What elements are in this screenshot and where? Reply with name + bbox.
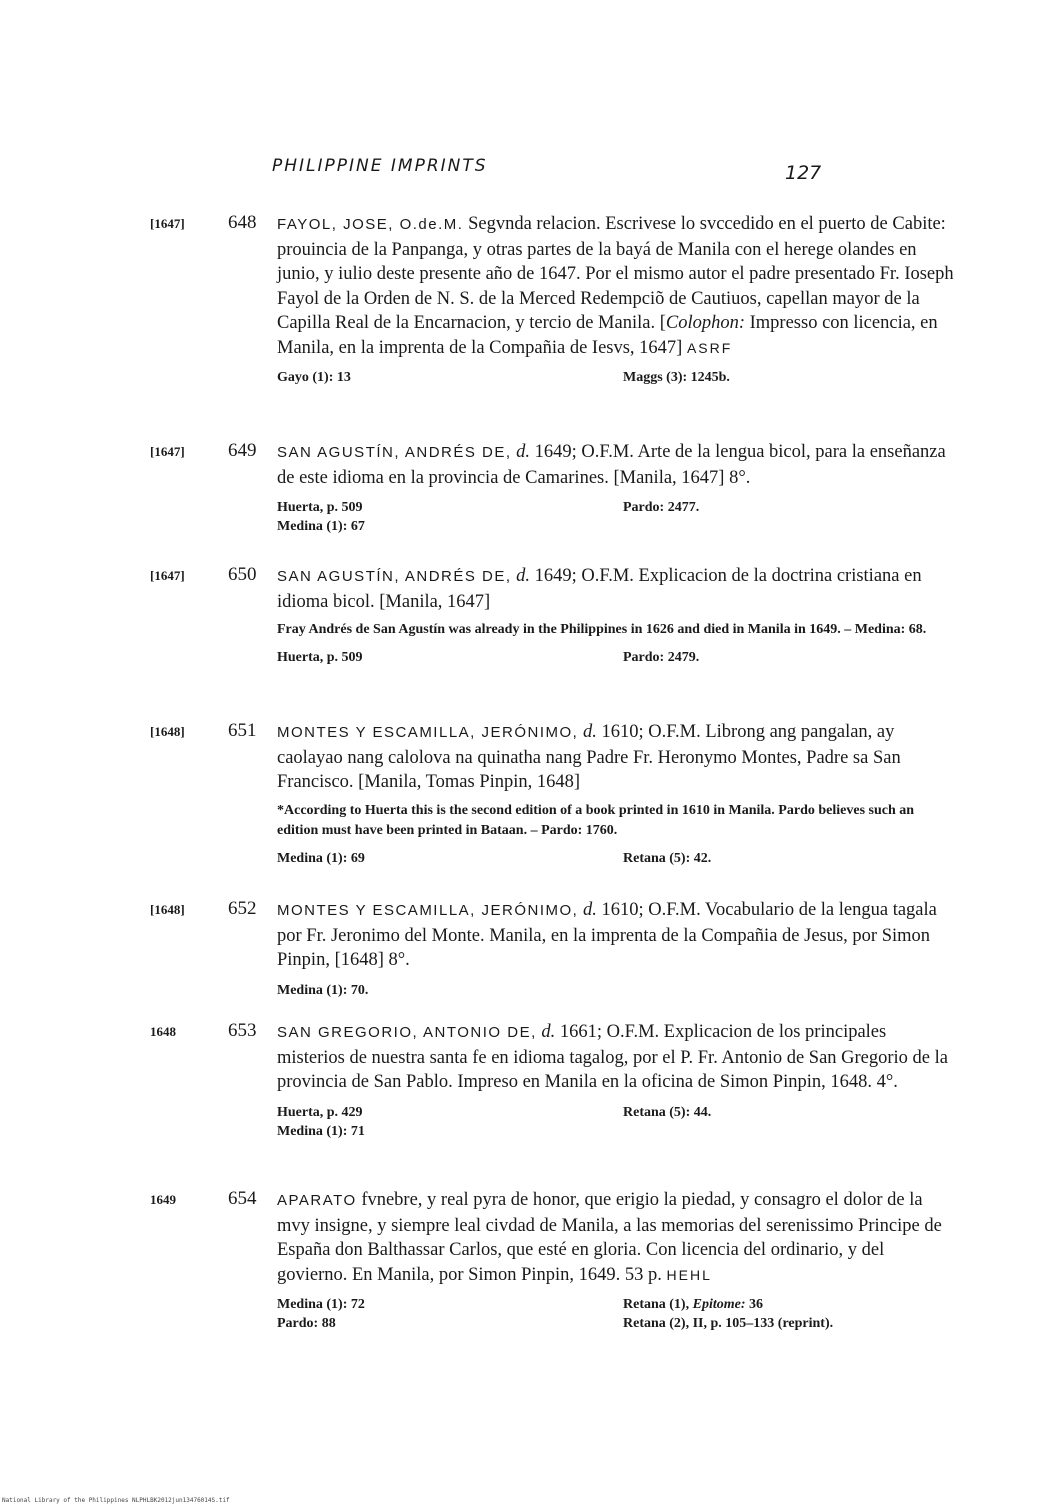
entry-number: 654	[228, 1188, 257, 1209]
entry-number: 652	[228, 898, 257, 919]
location-code: ASRF	[686, 339, 733, 356]
entry-text: 1649; O.F.M. Arte de la lengua bicol, para la enseñanza de este idioma en la provincia de Camarines. [Manila, 1647] 8°.	[277, 442, 946, 488]
reference: Medina (1): 71	[277, 1123, 365, 1139]
references	[277, 849, 957, 868]
entry-number: 650	[228, 564, 257, 585]
author-death-marker: d.	[516, 566, 531, 586]
entry-text: 1661; O.F.M. Explicacion de los principales misterios de nuestra santa fe en idioma tagalog, por el P. Fr. Antonio de San Gregorio de la provincia de San Pablo. Impreso en Manila en la oficina de Simon Pinpin, 1648. 4°.	[277, 1022, 948, 1092]
reference: Retana (5): 44.	[623, 1104, 712, 1120]
entry-number: 653	[228, 1020, 257, 1041]
reference: Medina (1): 70.	[277, 982, 369, 998]
reference: Retana (2), II, p. 105–133 (reprint).	[623, 1316, 834, 1331]
references	[277, 648, 957, 667]
author-death-marker: d.	[582, 900, 597, 920]
reference: Pardo: 88	[277, 1316, 336, 1331]
references	[277, 981, 957, 1000]
entry-number: 651	[228, 720, 257, 741]
entry-author: SAN AGUSTÍN, ANDRÉS DE,	[277, 568, 512, 585]
entry-author: APARATO	[277, 1192, 357, 1209]
reference: Maggs (3): 1245b.	[623, 370, 730, 385]
entry-author: MONTES Y ESCAMILLA, JERÓNIMO,	[277, 724, 579, 741]
colophon-label: Colophon:	[665, 313, 745, 333]
reference: Pardo: 2477.	[623, 500, 700, 515]
entry-number: 649	[228, 440, 257, 461]
entry-year: [1647]	[150, 216, 185, 231]
entry-text-cont: Impresso con licencia, en Manila, en la imprenta de la Compañia de Iesvs, 1647]	[277, 313, 938, 358]
reference: Huerta, p. 429	[277, 1104, 363, 1120]
author-death-marker: d.	[541, 1022, 556, 1042]
running-header-title: PHILIPPINE IMPRINTS	[272, 156, 488, 176]
entry-text: 1649; O.F.M. Explicacion de la doctrina cristiana en idioma bicol. [Manila, 1647]	[277, 566, 922, 612]
reference: Retana (5): 42.	[623, 850, 712, 866]
location-code: HEHL	[666, 1266, 712, 1283]
entry-text: 1610; O.F.M. Vocabulario de la lengua tagala por Fr. Jeronimo del Monte. Manila, en la imprenta de la Compañia de Jesus, por Simon Pinpin, [1648] 8°.	[277, 900, 937, 970]
author-death-marker: d.	[516, 442, 531, 462]
references	[277, 498, 957, 536]
entry-author: SAN GREGORIO, ANTONIO DE,	[277, 1024, 537, 1041]
author-death-marker: d.	[582, 722, 597, 742]
entry-text: fvnebre, y real pyra de honor, que erigio la piedad, y consagro el dolor de la mvy insigne, y siempre leal civdad de Manila, a las memorias del serenissimo Principe de España don Balthassar Carlos, que esté en gloria. Con licencia del ordinario, y del govierno. En Manila, por Simon Pinpin, 1649. 53 p.	[277, 1190, 942, 1285]
entry-year: 1649	[150, 1192, 176, 1207]
page-number: 127	[785, 162, 822, 184]
reference: Medina (1): 69	[277, 850, 365, 866]
entry-author: FAYOL, JOSE, O.de.M.	[277, 216, 464, 233]
references	[277, 1295, 957, 1333]
entry-text: Segvnda relacion. Escrivese lo svccedido en el puerto de Cabite: prouincia de la Panpanga, y otras partes de la bayá de Manila con el herege olandes en junio, y iulio deste presente año de 1647. Por el mismo autor el padre presentado Fr. Ioseph Fayol de la Orden de N. S. de la Merced Redempciõ de Cautiuos, capellan mayor de la Capilla Real de la Encarnacion, y tercio de Manila. [	[277, 214, 954, 333]
entry-author: SAN AGUSTÍN, ANDRÉS DE,	[277, 444, 512, 461]
entry-year: [1647]	[150, 444, 185, 459]
reference: Retana (1), Epitome: 36	[623, 1297, 763, 1312]
references	[277, 1103, 957, 1141]
entry-number: 648	[228, 212, 257, 233]
reference: Pardo: 2479.	[623, 650, 700, 665]
reference: Huerta, p. 509	[277, 650, 363, 665]
entry-year: [1648]	[150, 724, 185, 739]
entry-note: Fray Andrés de San Agustín was already in the Philippines in 1626 and died in Manila in 1649. – Medina: 68.	[277, 622, 927, 637]
references	[277, 368, 957, 387]
scan-footer: National Library of the Philippines NLPHLBK2012jun13476014S.tif	[2, 1497, 230, 1504]
entry-note: *According to Huerta this is the second edition of a book printed in 1610 in Manila. Pardo believes such an edition must have been printed in Bataan. – Pardo: 1760.	[277, 802, 915, 838]
entry-year: 1648	[150, 1024, 176, 1039]
entry-year: [1648]	[150, 902, 185, 917]
entry-year: [1647]	[150, 568, 185, 583]
entry-text: 1610; O.F.M. Librong ang pangalan, ay caolayao nang calolova na quinatha nang Padre Fr. Heronymo Montes, Padre sa San Francisco. [Manila, Tomas Pinpin, 1648]	[277, 722, 901, 792]
reference: Medina (1): 67	[277, 519, 365, 534]
reference: Huerta, p. 509	[277, 500, 363, 515]
reference: Gayo (1): 13	[277, 370, 351, 385]
entry-author: MONTES Y ESCAMILLA, JERÓNIMO,	[277, 902, 579, 919]
reference: Medina (1): 72	[277, 1297, 365, 1312]
